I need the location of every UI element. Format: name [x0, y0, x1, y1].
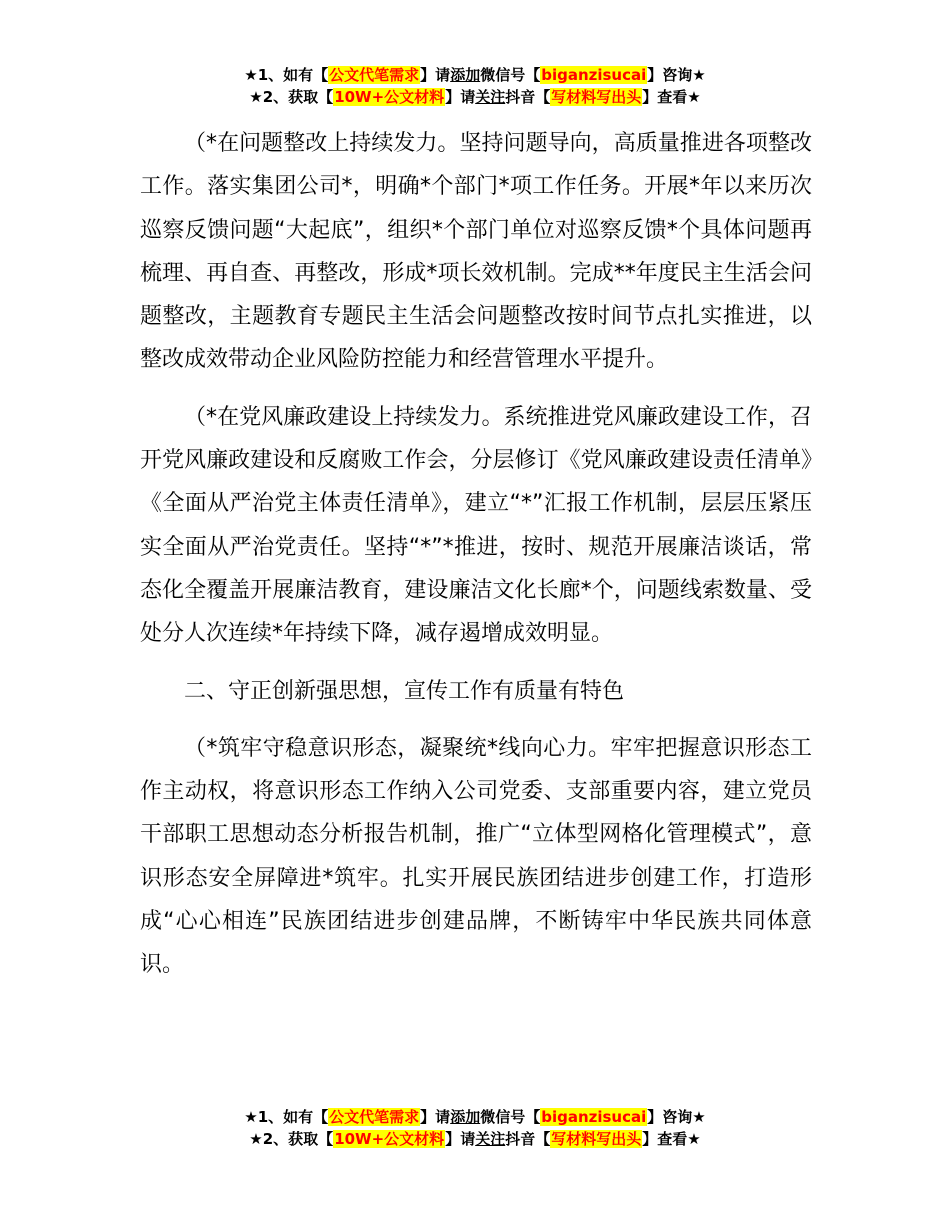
footer-line-2-underline: 关注 [475, 1130, 506, 1148]
banner-line-1-middle-2: 微信号【 [480, 66, 541, 84]
banner-line-1-highlight-service: 公文代笔需求 [329, 66, 420, 84]
footer-line-1-highlight-wechat: biganzisucai [541, 1108, 647, 1126]
footer-line-2-middle-2: 抖音【 [505, 1130, 551, 1148]
banner-line-2 [0, 86, 950, 108]
banner-line-2-highlight-douyin: 写材料写出头 [551, 88, 642, 106]
paragraph-integrity: （*在党风廉政建设上持续发力。系统推进党风廉政建设工作，召开党风廉政建设和反腐败工作会，分层修订《党风廉政建设责任清单》《全面从严治党主体责任清单》，建立“*”汇报工作机制，层层压紧压实全面从严治党责任。坚持“*”*推进，按时、规范开展廉洁谈话，常态化全覆盖开展廉洁教育，建设廉洁文化长廊*个，问题线索数量、受处分人次连续*年持续下降，减存遏增成效明显。 [140, 404, 812, 647]
header-banner [0, 64, 950, 108]
banner-line-2-highlight-materials: 10W+公文材料 [334, 88, 445, 106]
banner-line-2-middle-2: 抖音【 [505, 88, 551, 106]
banner-line-1-prefix: ★1、如有【 [244, 66, 329, 84]
footer-line-2-suffix: 】查看★ [642, 1130, 701, 1148]
banner-line-2-underline: 关注 [475, 88, 506, 106]
banner-line-1-middle: 】请 [420, 66, 451, 84]
footer-line-1-highlight-service: 公文代笔需求 [329, 1108, 420, 1126]
footer-line-1-suffix: 】咨询★ [647, 1108, 706, 1126]
section-heading-2: 二、守正创新强思想，宣传工作有质量有特色 [184, 678, 625, 704]
footer-line-2-middle: 】请 [445, 1130, 476, 1148]
footer-line-1-prefix: ★1、如有【 [244, 1108, 329, 1126]
banner-line-1-highlight-wechat: biganzisucai [541, 66, 647, 84]
paragraph-ideology: （*筑牢守稳意识形态，凝聚统*线向心力。牢牢把握意识形态工作主动权，将意识形态工作纳入公司党委、支部重要内容，建立党员干部职工思想动态分析报告机制，推广“立体型网格化管理模式”，意识形态安全屏障进*筑牢。扎实开展民族团结进步创建工作，打造形成“心心相连”民族团结进步创建品牌，不断铸牢中华民族共同体意识。 [140, 735, 812, 978]
footer-line-1 [0, 1106, 950, 1128]
footer-line-1-middle: 】请 [420, 1108, 451, 1126]
document-body [140, 122, 812, 1001]
banner-line-2-prefix: ★2、获取【 [249, 88, 334, 106]
banner-line-1-underline: 添加 [450, 66, 481, 84]
footer-line-1-underline: 添加 [450, 1108, 481, 1126]
footer-line-2-highlight-materials: 10W+公文材料 [334, 1130, 445, 1148]
footer-line-2-prefix: ★2、获取【 [249, 1130, 334, 1148]
footer-line-1-middle-2: 微信号【 [480, 1108, 541, 1126]
banner-line-2-suffix: 】查看★ [642, 88, 701, 106]
banner-line-1-suffix: 】咨询★ [647, 66, 706, 84]
footer-line-2-highlight-douyin: 写材料写出头 [551, 1130, 642, 1148]
paragraph-rectification: （*在问题整改上持续发力。坚持问题导向，高质量推进各项整改工作。落实集团公司*，明确*个部门*项工作任务。开展*年以来历次巡察反馈问题“大起底”，组织*个部门单位对巡察反馈*个具体问题再梳理、再自查、再整改，形成*项长效机制。完成**年度民主生活会问题整改，主题教育专题民主生活会问题整改按时间节点扎实推进，以整改成效带动企业风险防控能力和经营管理水平提升。 [140, 131, 812, 373]
banner-line-2-middle: 】请 [445, 88, 476, 106]
footer-line-2 [0, 1128, 950, 1150]
footer-banner [0, 1106, 950, 1150]
banner-line-1 [0, 64, 950, 86]
